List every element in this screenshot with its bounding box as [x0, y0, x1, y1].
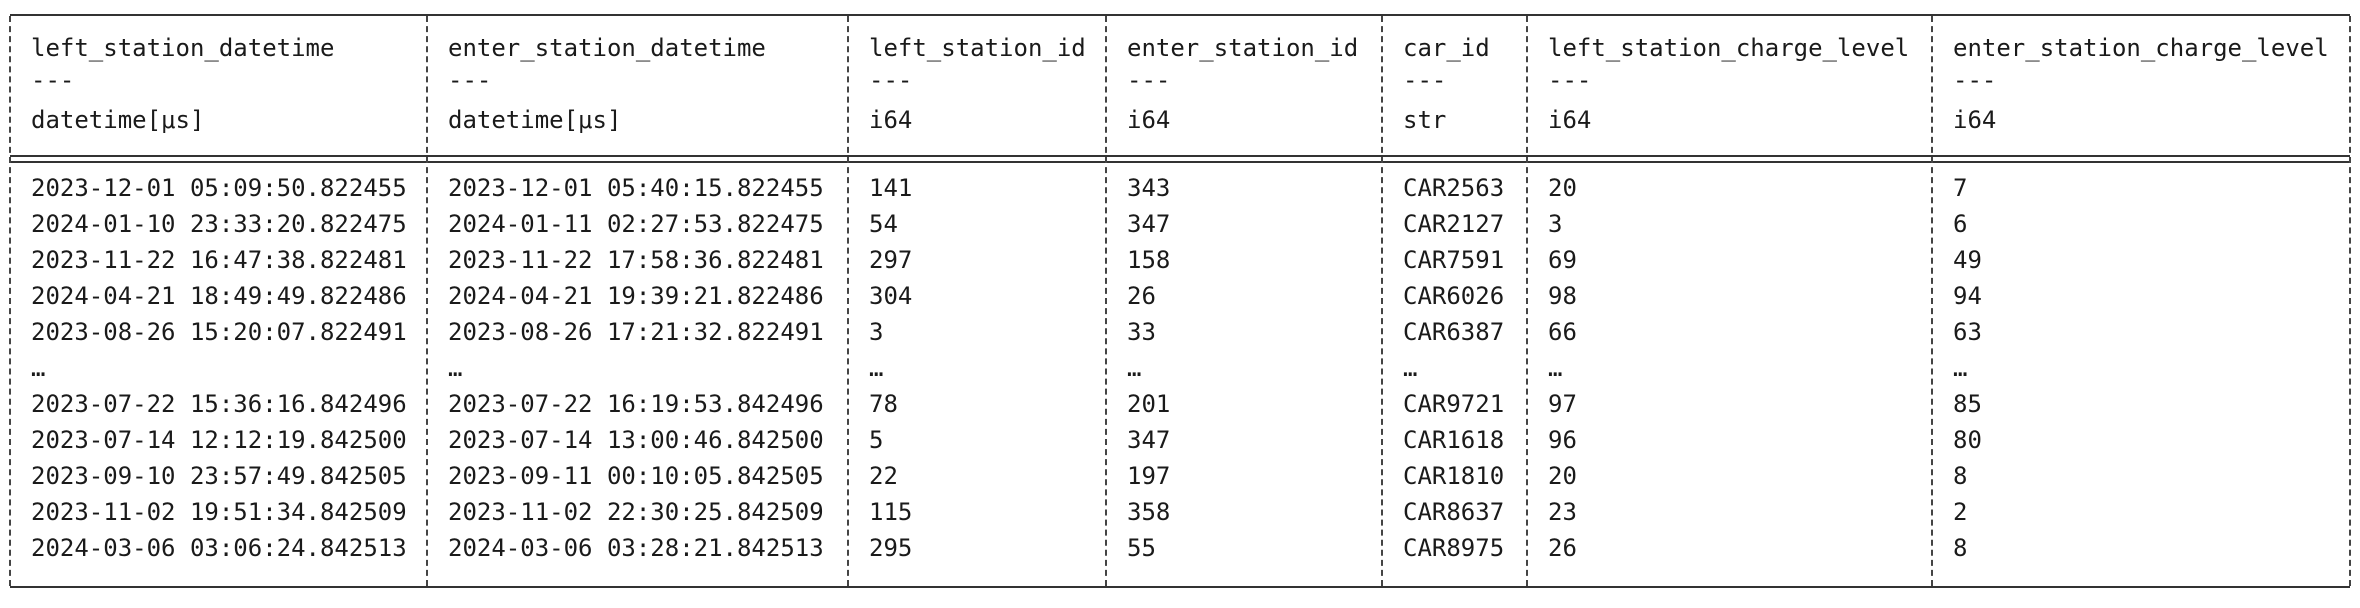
table-cell: 63 — [1953, 318, 1982, 346]
table-cell: … — [869, 354, 884, 382]
table-cell: 2024-03-06 03:06:24.842513 — [31, 534, 407, 562]
table-cell: 2023-09-10 23:57:49.842505 — [31, 462, 407, 490]
column-header-separator: --- — [1403, 66, 1447, 94]
table-cell: 8 — [1953, 462, 1968, 490]
table-cell: 343 — [1127, 174, 1171, 202]
table-cell: CAR6387 — [1403, 318, 1505, 346]
table-cell: 197 — [1127, 462, 1171, 490]
column-header-name: enter_station_id — [1127, 34, 1359, 62]
column-header-separator: --- — [448, 66, 492, 94]
table-cell: 3 — [1548, 210, 1563, 238]
column-divider — [426, 16, 428, 586]
table-cell: 49 — [1953, 246, 1982, 274]
table-cell: 347 — [1127, 426, 1171, 454]
table-cell: CAR8637 — [1403, 498, 1505, 526]
column-divider — [9, 16, 11, 586]
table-cell: 26 — [1548, 534, 1577, 562]
table-cell: 297 — [869, 246, 913, 274]
table-cell: 2024-03-06 03:28:21.842513 — [448, 534, 824, 562]
column-header-dtype: str — [1403, 106, 1447, 134]
table-cell: 20 — [1548, 174, 1577, 202]
header-separator-bottom — [10, 161, 2350, 163]
column-divider — [1381, 16, 1383, 586]
table-cell: 2024-04-21 18:49:49.822486 — [31, 282, 407, 310]
table-cell: CAR6026 — [1403, 282, 1505, 310]
column-divider — [1526, 16, 1528, 586]
table-cell: 2024-01-10 23:33:20.822475 — [31, 210, 407, 238]
table-cell: 55 — [1127, 534, 1156, 562]
table-cell: 358 — [1127, 498, 1171, 526]
column-header-name: left_station_datetime — [31, 34, 335, 62]
table-cell: 7 — [1953, 174, 1968, 202]
column-header-dtype: i64 — [869, 106, 913, 134]
table-cell: … — [1403, 354, 1418, 382]
table-cell: 33 — [1127, 318, 1156, 346]
table-cell: 8 — [1953, 534, 1968, 562]
column-header-separator: --- — [1953, 66, 1997, 94]
table-cell: 2023-11-02 19:51:34.842509 — [31, 498, 407, 526]
table-cell: CAR2563 — [1403, 174, 1505, 202]
table-cell: … — [448, 354, 463, 382]
table-cell: 26 — [1127, 282, 1156, 310]
table-cell: 80 — [1953, 426, 1982, 454]
column-divider — [2349, 16, 2351, 586]
table-cell: 96 — [1548, 426, 1577, 454]
table-cell: CAR1618 — [1403, 426, 1505, 454]
column-header-separator: --- — [1127, 66, 1171, 94]
table-cell: 2023-11-02 22:30:25.842509 — [448, 498, 824, 526]
dataframe-table — [10, 14, 2350, 588]
table-cell: 2024-04-21 19:39:21.822486 — [448, 282, 824, 310]
table-cell: 98 — [1548, 282, 1577, 310]
column-header-dtype: i64 — [1548, 106, 1592, 134]
table-cell: 2023-12-01 05:40:15.822455 — [448, 174, 824, 202]
column-header-name: left_station_charge_level — [1548, 34, 1910, 62]
column-divider — [847, 16, 849, 586]
table-cell: … — [31, 354, 46, 382]
table-cell: 5 — [869, 426, 884, 454]
table-cell: 2023-11-22 16:47:38.822481 — [31, 246, 407, 274]
table-cell: … — [1548, 354, 1563, 382]
column-header-dtype: datetime[μs] — [448, 106, 622, 134]
table-cell: 2023-08-26 17:21:32.822491 — [448, 318, 824, 346]
table-cell: 158 — [1127, 246, 1171, 274]
table-cell: 66 — [1548, 318, 1577, 346]
column-header-name: enter_station_charge_level — [1953, 34, 2329, 62]
table-cell: 23 — [1548, 498, 1577, 526]
table-cell: CAR8975 — [1403, 534, 1505, 562]
column-header-dtype: i64 — [1953, 106, 1997, 134]
column-header-dtype: i64 — [1127, 106, 1171, 134]
table-cell: 97 — [1548, 390, 1577, 418]
table-cell: 22 — [869, 462, 898, 490]
table-cell: 347 — [1127, 210, 1171, 238]
table-cell: 78 — [869, 390, 898, 418]
table-cell: 304 — [869, 282, 913, 310]
table-cell: 2024-01-11 02:27:53.822475 — [448, 210, 824, 238]
column-header-name: enter_station_datetime — [448, 34, 766, 62]
table-cell: 85 — [1953, 390, 1982, 418]
table-cell: … — [1127, 354, 1142, 382]
column-header-name: left_station_id — [869, 34, 1086, 62]
table-cell: 2 — [1953, 498, 1968, 526]
table-cell: CAR7591 — [1403, 246, 1505, 274]
table-cell: CAR1810 — [1403, 462, 1505, 490]
table-cell: 201 — [1127, 390, 1171, 418]
table-cell: 2023-07-14 12:12:19.842500 — [31, 426, 407, 454]
table-cell: 20 — [1548, 462, 1577, 490]
table-cell: 54 — [869, 210, 898, 238]
table-cell: 3 — [869, 318, 884, 346]
table-cell: 2023-08-26 15:20:07.822491 — [31, 318, 407, 346]
column-divider — [1931, 16, 1933, 586]
table-cell: 115 — [869, 498, 913, 526]
table-cell: 69 — [1548, 246, 1577, 274]
table-cell: CAR9721 — [1403, 390, 1505, 418]
table-cell: CAR2127 — [1403, 210, 1505, 238]
table-cell: 2023-11-22 17:58:36.822481 — [448, 246, 824, 274]
table-cell: 2023-07-22 15:36:16.842496 — [31, 390, 407, 418]
table-cell: 2023-07-22 16:19:53.842496 — [448, 390, 824, 418]
column-header-name: car_id — [1403, 34, 1490, 62]
table-cell: 6 — [1953, 210, 1968, 238]
table-cell: 2023-09-11 00:10:05.842505 — [448, 462, 824, 490]
table-cell: 2023-12-01 05:09:50.822455 — [31, 174, 407, 202]
table-cell: 2023-07-14 13:00:46.842500 — [448, 426, 824, 454]
table-cell: 94 — [1953, 282, 1982, 310]
column-header-separator: --- — [31, 66, 75, 94]
column-header-dtype: datetime[μs] — [31, 106, 205, 134]
table-cell: … — [1953, 354, 1968, 382]
header-separator-top — [10, 155, 2350, 157]
column-divider — [1105, 16, 1107, 586]
table-cell: 141 — [869, 174, 913, 202]
column-header-separator: --- — [869, 66, 913, 94]
column-header-separator: --- — [1548, 66, 1592, 94]
table-cell: 295 — [869, 534, 913, 562]
